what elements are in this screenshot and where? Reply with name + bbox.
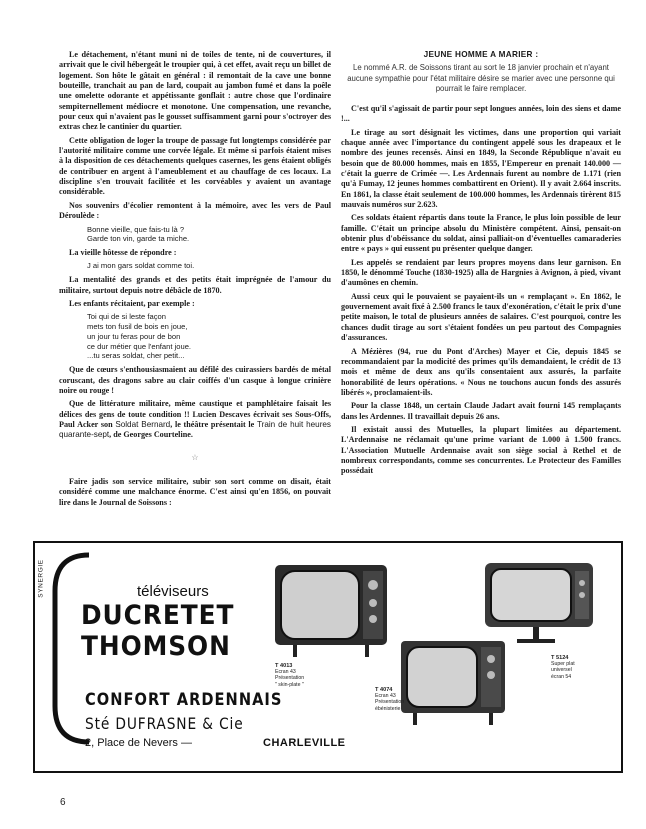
left-column — [59, 50, 331, 511]
paragraph: Aussi ceux qui le pouvaient se payaient-ils un « remplaçant ». En 1862, le gouvernement avait fixé à 2.500 francs le taux d'exonération, c'était le prix d'une petite maison, le total de plusieurs années de salaires. C'est pourquoi, contre les chances dudit tirage au sort s'étaient fondées un peu partout des Compagnies d'assurances. — [341, 291, 621, 343]
tv-caption — [275, 663, 304, 688]
paragraph: La mentalité des grands et des petits était imprégnée de l'amour du militaire, surtout depuis notre débâcle de 1870. — [59, 275, 331, 295]
tv-spec: Ecran 43 — [275, 669, 296, 676]
poem-line: J ai mon gars soldat comme toi. — [87, 261, 195, 271]
tv-caption — [551, 655, 575, 680]
paragraph: Le détachement, n'étant muni ni de toiles de tente, ni de couvertures, il arrivait que le civil hébergeât le troupier qui, à cet effet, avait reçu un billet de logement. Son hôte le gâtait en général : il remontait de la cave une bonne bouteille, tranchait au pan de lard, coupait au jambon fumé et dans la poêle une omelette odorante et appétissante gonflait : autre chose que l'ordinaire sempiternellement médiocre et monotone. Une compensation, une revanche, pour ceux qui n'avaient pas le gousset suffisamment garni pour s'octroyer des extras chez le cantinier du quartier. — [59, 50, 331, 132]
right-column — [341, 50, 621, 480]
poem-line: Bonne vieille, que fais-tu là ? — [87, 224, 185, 234]
poem-line: ce dur métier que l'enfant joue. — [87, 341, 192, 351]
television-image — [483, 561, 595, 645]
agency-label — [33, 547, 49, 621]
poem-line: ...tu seras soldat, cher petit... — [87, 351, 185, 361]
classified-ad-title: JEUNE HOMME A MARIER : — [423, 50, 539, 59]
poem — [87, 261, 331, 271]
poem — [87, 312, 331, 361]
brand-name: THOMSON — [81, 631, 231, 662]
shop-city: CHARLEVILLE — [263, 737, 346, 749]
tv-spec: Présentation — [275, 675, 305, 682]
poem-line: Toi qui de si leste façon — [87, 312, 166, 322]
tv-spec: Présentation — [375, 699, 405, 706]
classified-ad-body: Le nommé A.R. de Soissons tirant au sort le 18 janvier prochain et n'ayant aucune sympathie pour l'état militaire désire se marier avec une personne qui pourrait le faire remplacer. — [347, 63, 615, 93]
text-run: Train de huit heures quarante-sept — [59, 419, 331, 440]
text-run: Que de littérature militaire, même caustique et pamphlétaire faisait les délices des gens de toute condition !! Lucien Descaves écrivait ses Sous-Offs, Paul Acker son — [59, 399, 331, 429]
paragraph: Le tirage au sort désignait les victimes, dans une proportion qui variait chaque année avec l'importance du contingent appelé sous les drapeaux et le nombre des jeunes recensés. Ainsi en 1849, la Seconde République n'avait eu besoin que de 80.000 hommes, mais en 1855, l'Empereur en prenait 140.000 — c'était la guerre de Crimée —. Les Ardennais furent au nombre de 1.171 (rien qu'à Fumay, 12 jeunes hommes combattirent en Orient). Il y avait 2.664 inscrits. En 1861, la classe était seulement de 100.000 hommes, les Ardennais tirèrent 815 mauvais numéros sur 2.623. — [341, 127, 621, 210]
shop-address: 2, Place de Nevers — — [85, 737, 192, 749]
advertisement — [33, 541, 623, 773]
company-name: Sté DUFRASNE & Cie — [85, 714, 244, 733]
tv-spec: ébénisterie — [375, 705, 401, 712]
paragraph: Cette obligation de loger la troupe de passage fut longtemps considérée par l'autorité militaire comme une corvée légale. Et même si parfois étaient mises à la disposition de ces détachements quelques casernes, les gens étaient obligés de contribuer en argent à l'ameublement et au chauffage de ces locaux. La discipline s'en trouvait facilitée et les corvéables y avaient un avantage considérable. — [59, 135, 331, 197]
paragraph: A Mézières (94, rue du Pont d'Arches) Mayer et Cie, depuis 1845 se recommandaient par la modicité des primes qu'ils demandaient, le crédit de 13 mois et même de deux ans qu'ils consentaient aux assurés, la parfaite honorabilité de leurs opérations. « Nous ne touchons aucun fonds des assurés libérés », proclamaient-ils. — [341, 346, 621, 397]
tv-spec: Super plat — [551, 661, 575, 668]
tv-spec: universel — [551, 667, 572, 674]
text-run: , de Georges Courteline. — [109, 430, 193, 440]
paragraph: Il existait aussi des Mutuelles, la plupart limitées au département. L'Ardennaise ne réclamait qu'une prime variant de 1.000 à 1.500 francs. L'Association Mutuelle Ardennaise avait son siège social à Rethel et de nombreux correspondants, comme ses concurrentes. Le Protecteur des Familles possédait — [341, 424, 621, 476]
page-number: 6 — [60, 797, 66, 808]
tv-spec: Ecran 43 — [375, 693, 396, 700]
tv-model: T 4013 — [275, 663, 293, 669]
poem-line: mets ton fusil de bois en joue, — [87, 322, 188, 332]
paragraph: La vieille hôtesse de répondre : — [69, 248, 177, 258]
tv-spec: " skin-plate " — [275, 681, 304, 688]
paragraph — [59, 399, 331, 440]
text-run: Soldat Bernard — [115, 419, 171, 429]
brand-name: DUCRETET — [81, 600, 235, 631]
poem — [87, 225, 331, 245]
television-image — [399, 639, 507, 727]
paragraph: Les appelés se rendaient par leurs propres moyens dans leur garnison. En 1850, le dénommé Touche (1830-1925) alla de Hargnies à Avignon, à pied, vivant d'aumônes en chemin. — [341, 257, 621, 288]
poem-line: Garde ton vin, garde ta miche. — [87, 234, 190, 244]
poem-line: un jour tu feras pour de bon — [87, 331, 181, 341]
paragraph: Ces soldats étaient répartis dans toute la France, le plus loin possible de leur famille. C'était un principe absolu du Ministère compétent. Ainsi, pensait-on obtenir plus d'obéissance du soldat, ainsi palliait-on d'éventuelles camaraderies entre « pays » qui eussent pu présenter quelque danger. — [341, 213, 621, 254]
paragraph: Les enfants récitaient, par exemple : — [69, 298, 195, 308]
tv-model: T 5124 — [551, 655, 569, 661]
text-run: , le théâtre présentait le — [170, 419, 257, 429]
paragraph: C'est qu'il s'agissait de partir pour sept longues années, loin des siens et dame !... — [341, 103, 621, 124]
paragraph: Faire jadis son service militaire, subir son sort comme on disait, était considéré comme une malchance énorme. C'est ainsi qu'en 1856, on pouvait lire dans le Journal de Soissons : — [59, 477, 331, 507]
separator-ornament: ☆ — [191, 452, 199, 462]
paragraph: Pour la classe 1848, un certain Claude Jadart avait fourni 145 remplaçants dans les Ardennes. Il travaillait depuis 26 ans. — [341, 401, 621, 421]
agency-text: SYNERGIE — [37, 559, 45, 598]
shop-name: CONFORT ARDENNAIS — [85, 690, 283, 710]
paragraph: Que de cœurs s'enthousiasmaient au défilé des cuirassiers bardés de métal coruscant, des dragons sabre au clair coiffés d'un casque à longue crinière noire ou rouge ! — [59, 365, 331, 395]
product-category: téléviseurs — [137, 583, 209, 600]
television-image — [273, 563, 391, 659]
tv-model: T 4074 — [375, 687, 393, 693]
tv-spec: écran 54 — [551, 673, 572, 680]
tv-caption — [375, 687, 404, 712]
paragraph: Nos souvenirs d'écolier remontent à la mémoire, avec les vers de Paul Déroulède : — [59, 200, 331, 221]
